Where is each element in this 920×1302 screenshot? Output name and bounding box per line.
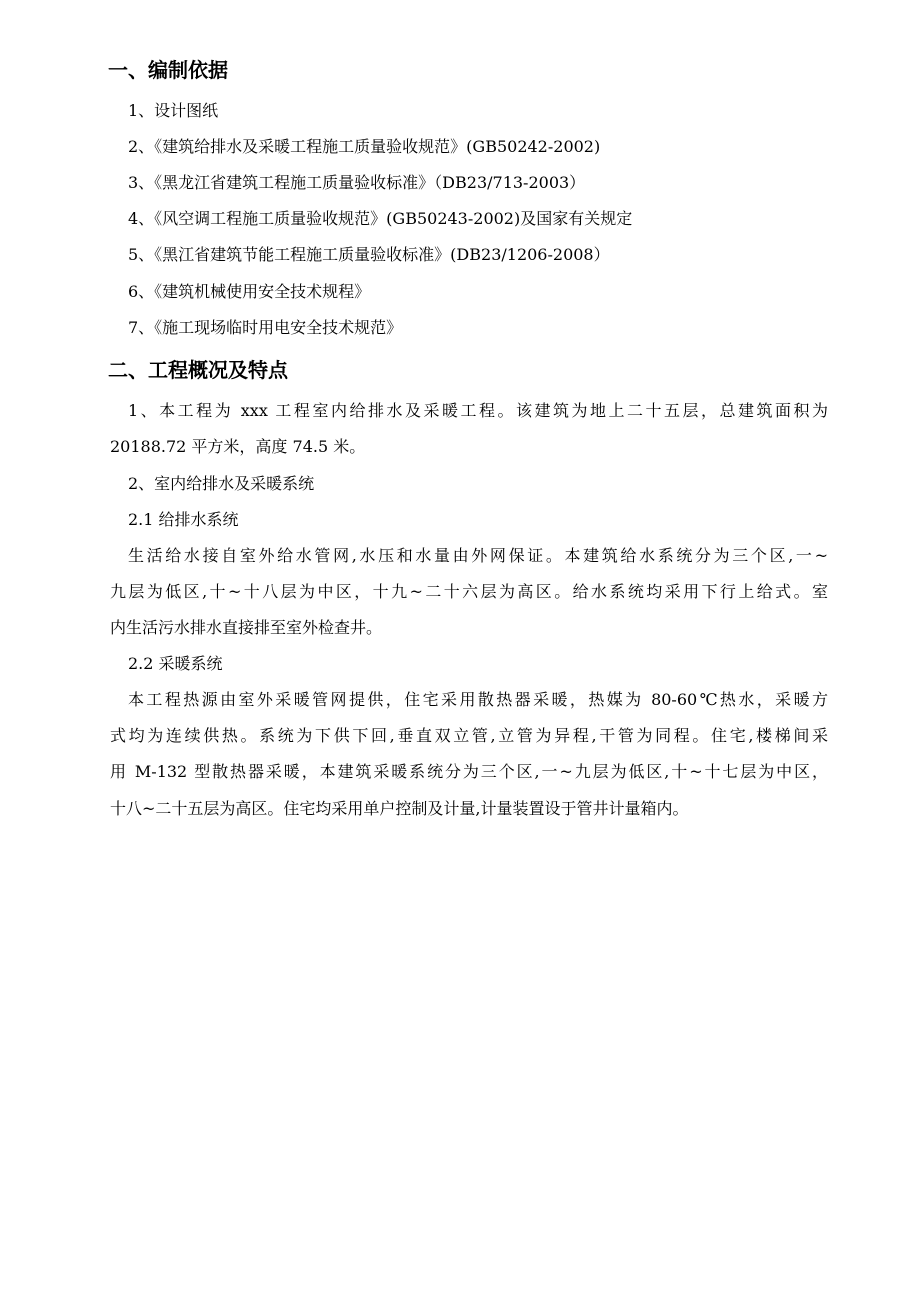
heating-paragraph-line-3: 用 M-132 型散热器采暖，本建筑采暖系统分为三个区,一~九层为低区,十~十七层为中区，	[110, 762, 828, 781]
section-heading-overview: 二、工程概况及特点	[108, 358, 288, 382]
heating-paragraph-line-4: 十八~二十五层为高区。住宅均采用单户控制及计量,计量装置设于管井计量箱内。	[110, 799, 689, 818]
basis-item-5: 5、《黑江省建筑节能工程施工质量验收标准》(DB23/1206-2008）	[128, 245, 610, 264]
section-heading-basis: 一、编制依据	[108, 58, 228, 82]
overview-paragraph-1-line-2: 20188.72 平方米，高度 74.5 米。	[110, 437, 366, 456]
water-paragraph-line-3: 内生活污水排水直接排至室外检查井。	[110, 618, 383, 637]
basis-item-1: 1、设计图纸	[128, 101, 219, 120]
basis-item-7: 7、《施工现场临时用电安全技术规范》	[128, 318, 403, 337]
basis-item-6: 6、《建筑机械使用安全技术规程》	[128, 282, 371, 301]
water-paragraph-line-1: 生活给水接自室外给水管网,水压和水量由外网保证。本建筑给水系统分为三个区,一~	[128, 546, 828, 565]
subheading-water-system: 2.1 给排水系统	[128, 510, 239, 529]
basis-item-2: 2、《建筑给排水及采暖工程施工质量验收规范》(GB50242-2002)	[128, 137, 601, 156]
heating-paragraph-line-2: 式均为连续供热。系统为下供下回,垂直双立管,立管为异程,干管为同程。住宅,楼梯间采	[110, 726, 828, 745]
overview-paragraph-2: 2、室内给排水及采暖系统	[128, 474, 315, 493]
heating-paragraph-line-1: 本工程热源由室外采暖管网提供，住宅采用散热器采暖，热媒为 80-60℃热水，采暖方	[128, 690, 828, 709]
basis-item-3: 3、《黑龙江省建筑工程施工质量验收标准》（DB23/713-2003）	[128, 173, 586, 192]
subheading-heating-system: 2.2 采暖系统	[128, 654, 223, 673]
overview-paragraph-1-line-1: 1、本工程为 xxx 工程室内给排水及采暖工程。该建筑为地上二十五层，总建筑面积为	[128, 401, 828, 420]
water-paragraph-line-2: 九层为低区,十~十八层为中区，十九~二十六层为高区。给水系统均采用下行上给式。室	[110, 582, 828, 601]
basis-item-4: 4、《风空调工程施工质量验收规范》(GB50243-2002)及国家有关规定	[128, 209, 633, 228]
